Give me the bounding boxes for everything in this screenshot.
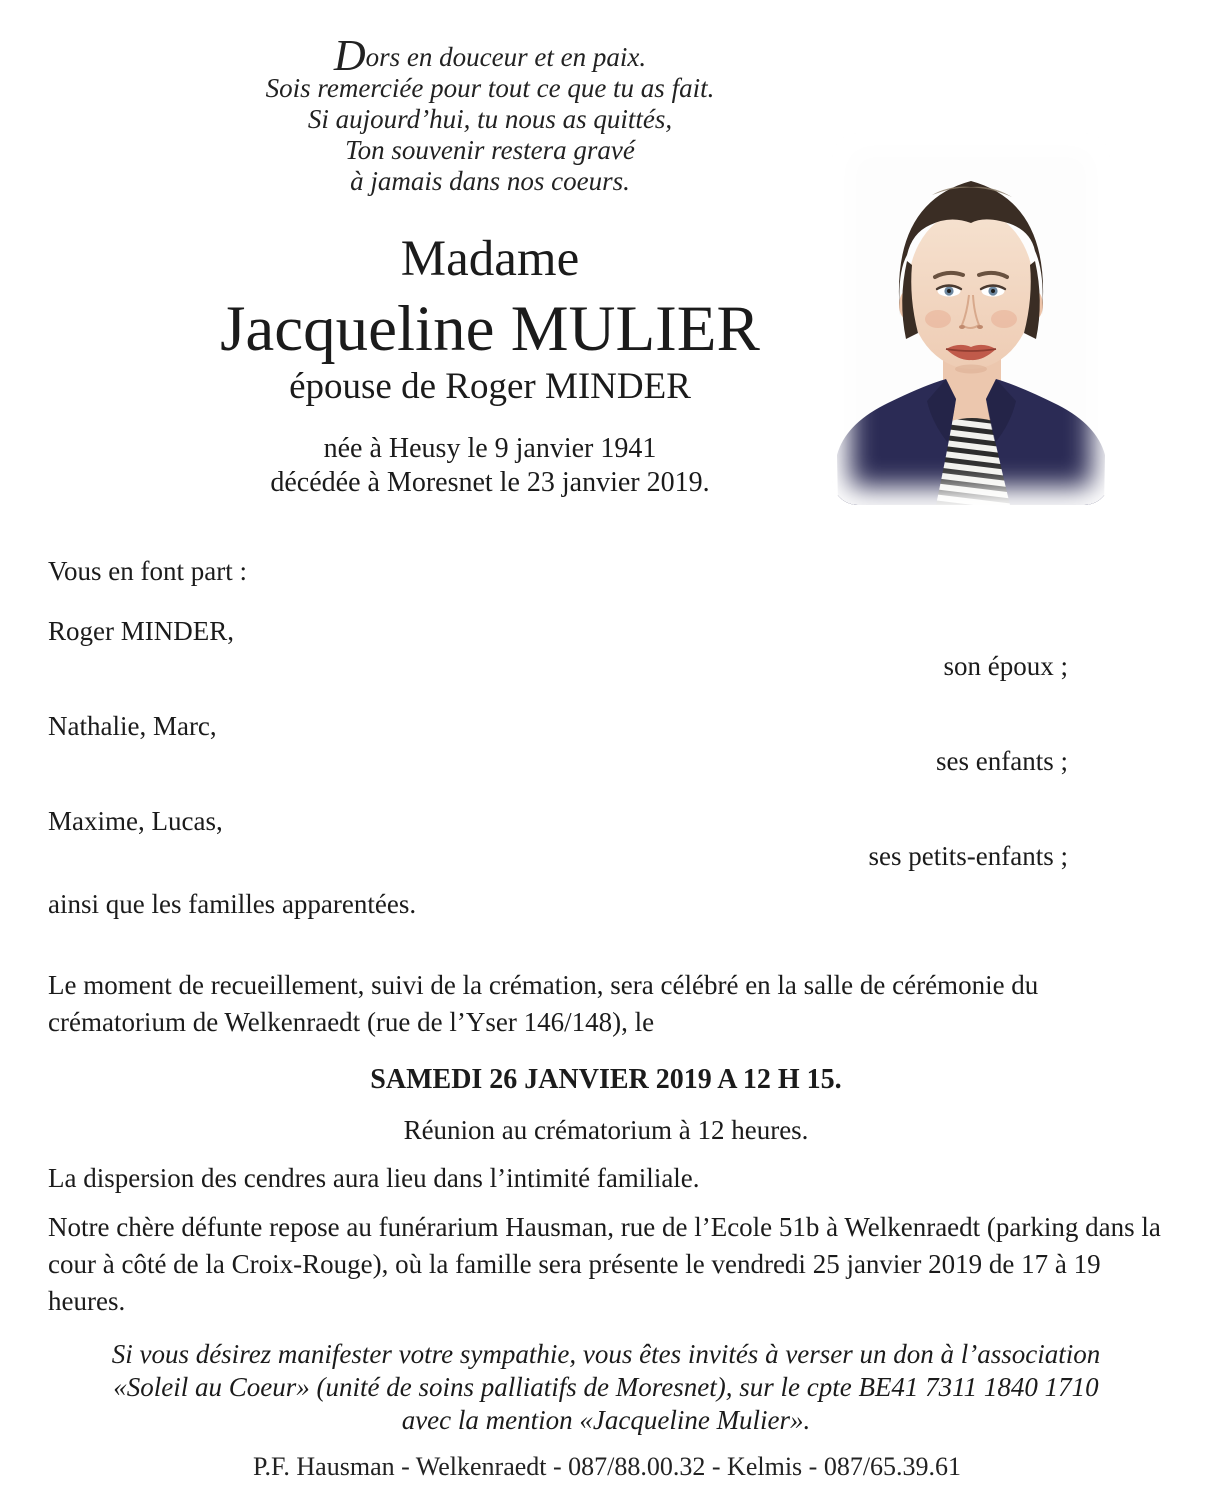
donation-line: «Soleil au Coeur» (unité de soins palliatifs de Moresnet), sur le cpte BE41 7311 1840 1710 [113, 1372, 1099, 1402]
poem-line: Si aujourd’hui, tu nous as quittés, [307, 104, 673, 134]
ceremony-paragraph: Le moment de recueillement, suivi de la crémation, sera célébré en la salle de cérémonie du crématorium de Welkenraedt (rue de l’Yser 146/148), le [48, 970, 1039, 1037]
family-names: Roger MINDER, [48, 616, 234, 646]
funeral-home-footer: P.F. Hausman - Welkenraedt - 087/88.00.32 - Kelmis - 087/65.39.61 [252, 1452, 962, 1481]
family-row [48, 804, 1164, 873]
announcement-body [48, 554, 1164, 1437]
poem-line: à jamais dans nos coeurs. [350, 166, 630, 196]
family-relation: ses petits-enfants ; [868, 841, 1068, 871]
visitation-paragraph: Notre chère défunte repose au funérarium Hausman, rue de l’Ecole 51b à Welkenraedt (parking dans la cour à côté de la Croix-Rouge), où la famille sera présente le vendredi 25 janvier 2019 de 17 à 19 heures. [48, 1212, 1161, 1316]
family-relation: ses enfants ; [936, 746, 1068, 776]
birth-line: née à Heusy le 9 janvier 1941 [323, 433, 657, 464]
dropcap-letter: D [333, 31, 366, 80]
family-row [48, 614, 1164, 683]
deceased-name: Jacqueline MULIER [220, 293, 760, 365]
poem-line: Dors en douceur et en paix. [333, 31, 647, 80]
spouse-line: épouse de Roger MINDER [289, 366, 691, 407]
family-row [48, 709, 1164, 778]
deceased-portrait-photo [832, 133, 1110, 505]
family-names: Nathalie, Marc, [48, 711, 217, 741]
ashes-dispersion-line: La dispersion des cendres aura lieu dans l’intimité familiale. [48, 1163, 700, 1193]
civility-title: Madame [400, 231, 580, 287]
family-names: Maxime, Lucas, [48, 806, 223, 836]
intro-line: Vous en font part : [48, 556, 247, 586]
meeting-line: Réunion au crématorium à 12 heures. [403, 1115, 809, 1145]
donation-line: Si vous désirez manifester votre sympathie, vous êtes invités à verser un don à l’association [111, 1339, 1101, 1369]
donation-line: avec la mention «Jacqueline Mulier». [401, 1405, 811, 1435]
death-line: décédée à Moresnet le 23 janvier 2019. [270, 467, 710, 498]
related-families-line: ainsi que les familles apparentées. [48, 889, 417, 919]
poem-line: Sois remerciée pour tout ce que tu as fait. [265, 73, 715, 103]
ceremony-date-line: SAMEDI 26 JANVIER 2019 A 12 H 15. [370, 1064, 842, 1095]
family-relation: son époux ; [943, 651, 1068, 681]
poem-line: Ton souvenir restera gravé [345, 135, 635, 165]
donation-note [48, 1338, 1164, 1437]
portrait-illustration [832, 133, 1110, 505]
